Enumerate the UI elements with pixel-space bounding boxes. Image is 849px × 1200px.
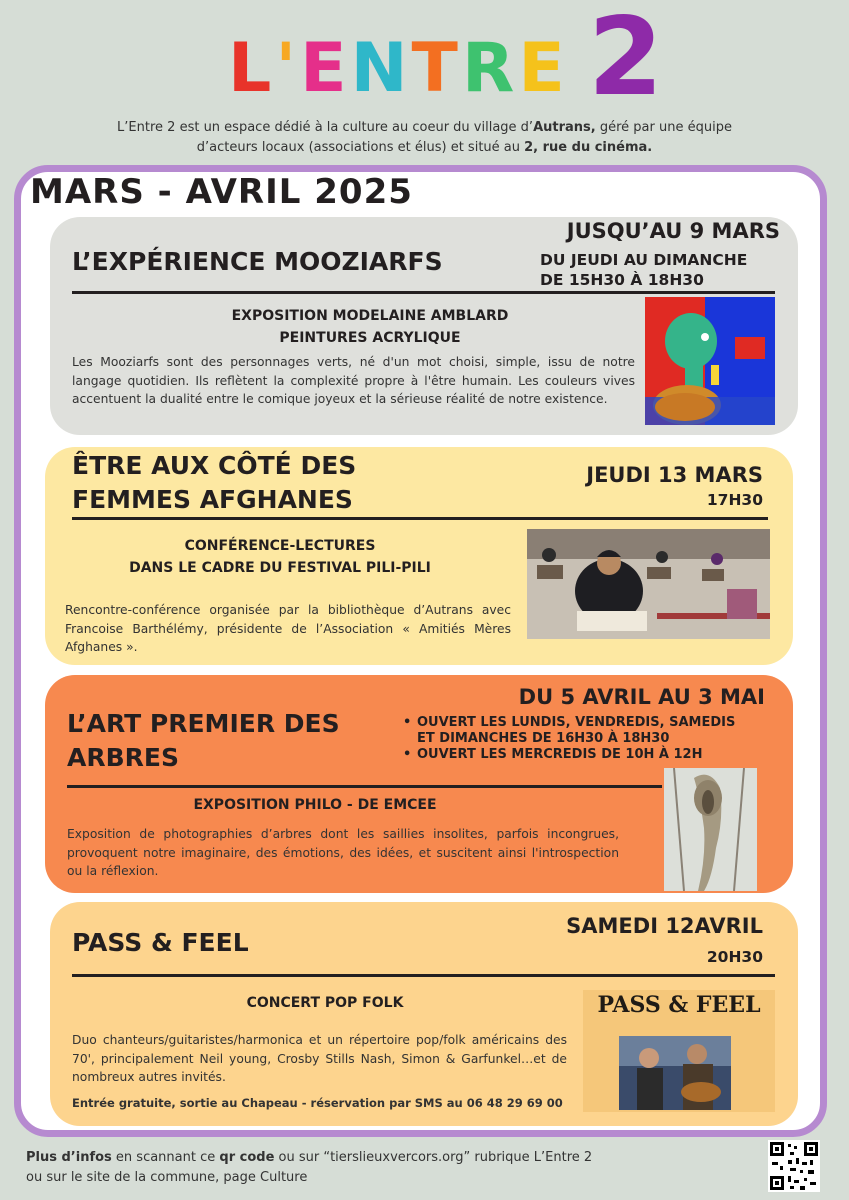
event-subhead (150, 305, 590, 349)
event-subhead: CONCERT POP FOLK (246, 995, 404, 1011)
tree-photo (664, 768, 757, 891)
logo (228, 0, 668, 120)
logo-letter: R (461, 29, 519, 108)
footer-info (26, 1148, 592, 1188)
subhead-line: CONFÉRENCE-LECTURES (184, 538, 376, 554)
event-title-line1: ÊTRE AUX CÔTÉ DES (72, 451, 357, 480)
intro-part: L’Entre 2 est un espace dédié à la culture au coeur du village d’ (117, 120, 534, 135)
bullet-text: OUVERT LES MERCREDIS DE 10H À 12H (417, 747, 703, 762)
event-title-line1: L’ART PREMIER DES (67, 709, 340, 738)
logo-word (228, 29, 569, 108)
intro-bold-address: 2, rue du cinéma. (524, 140, 653, 155)
event-date: DU 5 AVRIL AU 3 MAI (518, 685, 765, 709)
logo-letter: L (228, 29, 276, 108)
opening-hours-item (401, 715, 781, 747)
opening-hours-list (401, 715, 781, 763)
musicians-photo-icon (619, 1036, 731, 1110)
intro-text (60, 118, 789, 158)
logo-letter: T (411, 29, 462, 108)
event-description: Les Mooziarfs sont des personnages verts, né d'un mot choisi, simple, issu de notre langage quotidien. Ils reflètent la complexité propre à l'être humain. Les couleurs vives accentuent la dualité entre le comique joyeux et la sérieuse réalité de notre existence. (72, 355, 635, 406)
event-description: Duo chanteurs/guitaristes/harmonica et un répertoire pop/folk américains des 70', principalement Neil young, Crosby Stills Nash, Simon & Garfunkel…et de nombreux autres invités. (72, 1033, 567, 1084)
event-card-pass-and-feel (50, 902, 798, 1126)
bullet-text: ET DIMANCHES DE 16H30 À 18H30 (417, 731, 670, 746)
event-time: 20H30 (706, 948, 763, 966)
event-title: L’EXPÉRIENCE MOOZIARFS (72, 247, 443, 276)
event-time-line1: DU JEUDI AU DIMANCHE (540, 251, 748, 269)
qr-code-icon[interactable] (768, 1140, 820, 1192)
event-subhead (105, 535, 455, 579)
classroom-photo (527, 529, 770, 639)
month-title: MARS - AVRIL 2025 (30, 172, 413, 212)
event-title-line2: FEMMES AFGHANES (72, 485, 353, 514)
footer-text: ou sur le site de la commune, page Culture (26, 1170, 308, 1185)
footer-bold: Plus d’infos (26, 1150, 112, 1165)
tree-photo-icon (664, 768, 757, 891)
subhead-line: DANS LE CADRE DU FESTIVAL PILI-PILI (129, 560, 431, 576)
subhead-line: EXPOSITION MODELAINE AMBLARD (231, 308, 509, 324)
concert-poster (583, 990, 775, 1112)
event-date: JUSQU’AU 9 MARS (566, 219, 780, 243)
opening-hours-item (401, 747, 781, 763)
event-subhead: EXPOSITION PHILO - DE EMCEE (193, 797, 437, 813)
divider (67, 785, 662, 788)
event-title-line2: ARBRES (67, 743, 179, 772)
divider (72, 291, 775, 294)
divider (72, 517, 768, 520)
event-title: PASS & FEEL (72, 928, 249, 957)
intro-bold-village: Autrans, (533, 120, 596, 135)
logo-letter: E (300, 29, 351, 108)
divider (72, 974, 775, 977)
mooziarf-painting-icon (645, 297, 775, 425)
event-time-line2: DE 15H30 À 18H30 (540, 271, 704, 289)
event-description: Exposition de photographies d’arbres dont les saillies insolites, parfois incongrues, provoquent notre imaginaire, des émotions, des idées, et suscitent ainsi l'introspection ou la réflexion. (67, 827, 619, 878)
event-card-mooziarfs (50, 217, 798, 435)
logo-letter: ' (275, 29, 301, 108)
entry-note: Entrée gratuite, sortie au Chapeau - réservation par SMS au 06 48 29 69 00 (72, 1096, 563, 1110)
footer-bold: qr code (219, 1150, 275, 1165)
event-date: SAMEDI 12AVRIL (566, 914, 763, 938)
event-date: JEUDI 13 MARS (586, 463, 763, 487)
event-time: 17H30 (706, 491, 763, 509)
intro-part: d’acteurs locaux (associations et élus) et situé au (196, 140, 525, 155)
painting-image (645, 297, 775, 425)
classroom-photo-icon (527, 529, 770, 639)
footer-text: ou sur “tierslieuxvercors.org” rubrique L’Entre 2 (274, 1150, 593, 1165)
bullet-text: OUVERT LES LUNDIS, VENDREDIS, SAMEDIS (417, 715, 736, 730)
event-card-femmes-afghanes (45, 447, 793, 665)
event-description: Rencontre-conférence organisée par la bibliothèque d’Autrans avec Francoise Barthélémy, présidente de l’Association « Amitiés Mères Afghanes ». (65, 603, 511, 654)
logo-number: 2 (588, 0, 664, 120)
footer-text: en scannant ce (111, 1150, 220, 1165)
qr-code-graphic (768, 1140, 820, 1192)
subhead-line: PEINTURES ACRYLIQUE (279, 330, 461, 346)
logo-letter: N (350, 29, 412, 108)
logo-letter: E (518, 29, 569, 108)
intro-part: géré par une équipe (595, 120, 732, 135)
poster-title: PASS & FEEL (597, 992, 761, 1018)
event-card-art-premier-arbres (45, 675, 793, 893)
